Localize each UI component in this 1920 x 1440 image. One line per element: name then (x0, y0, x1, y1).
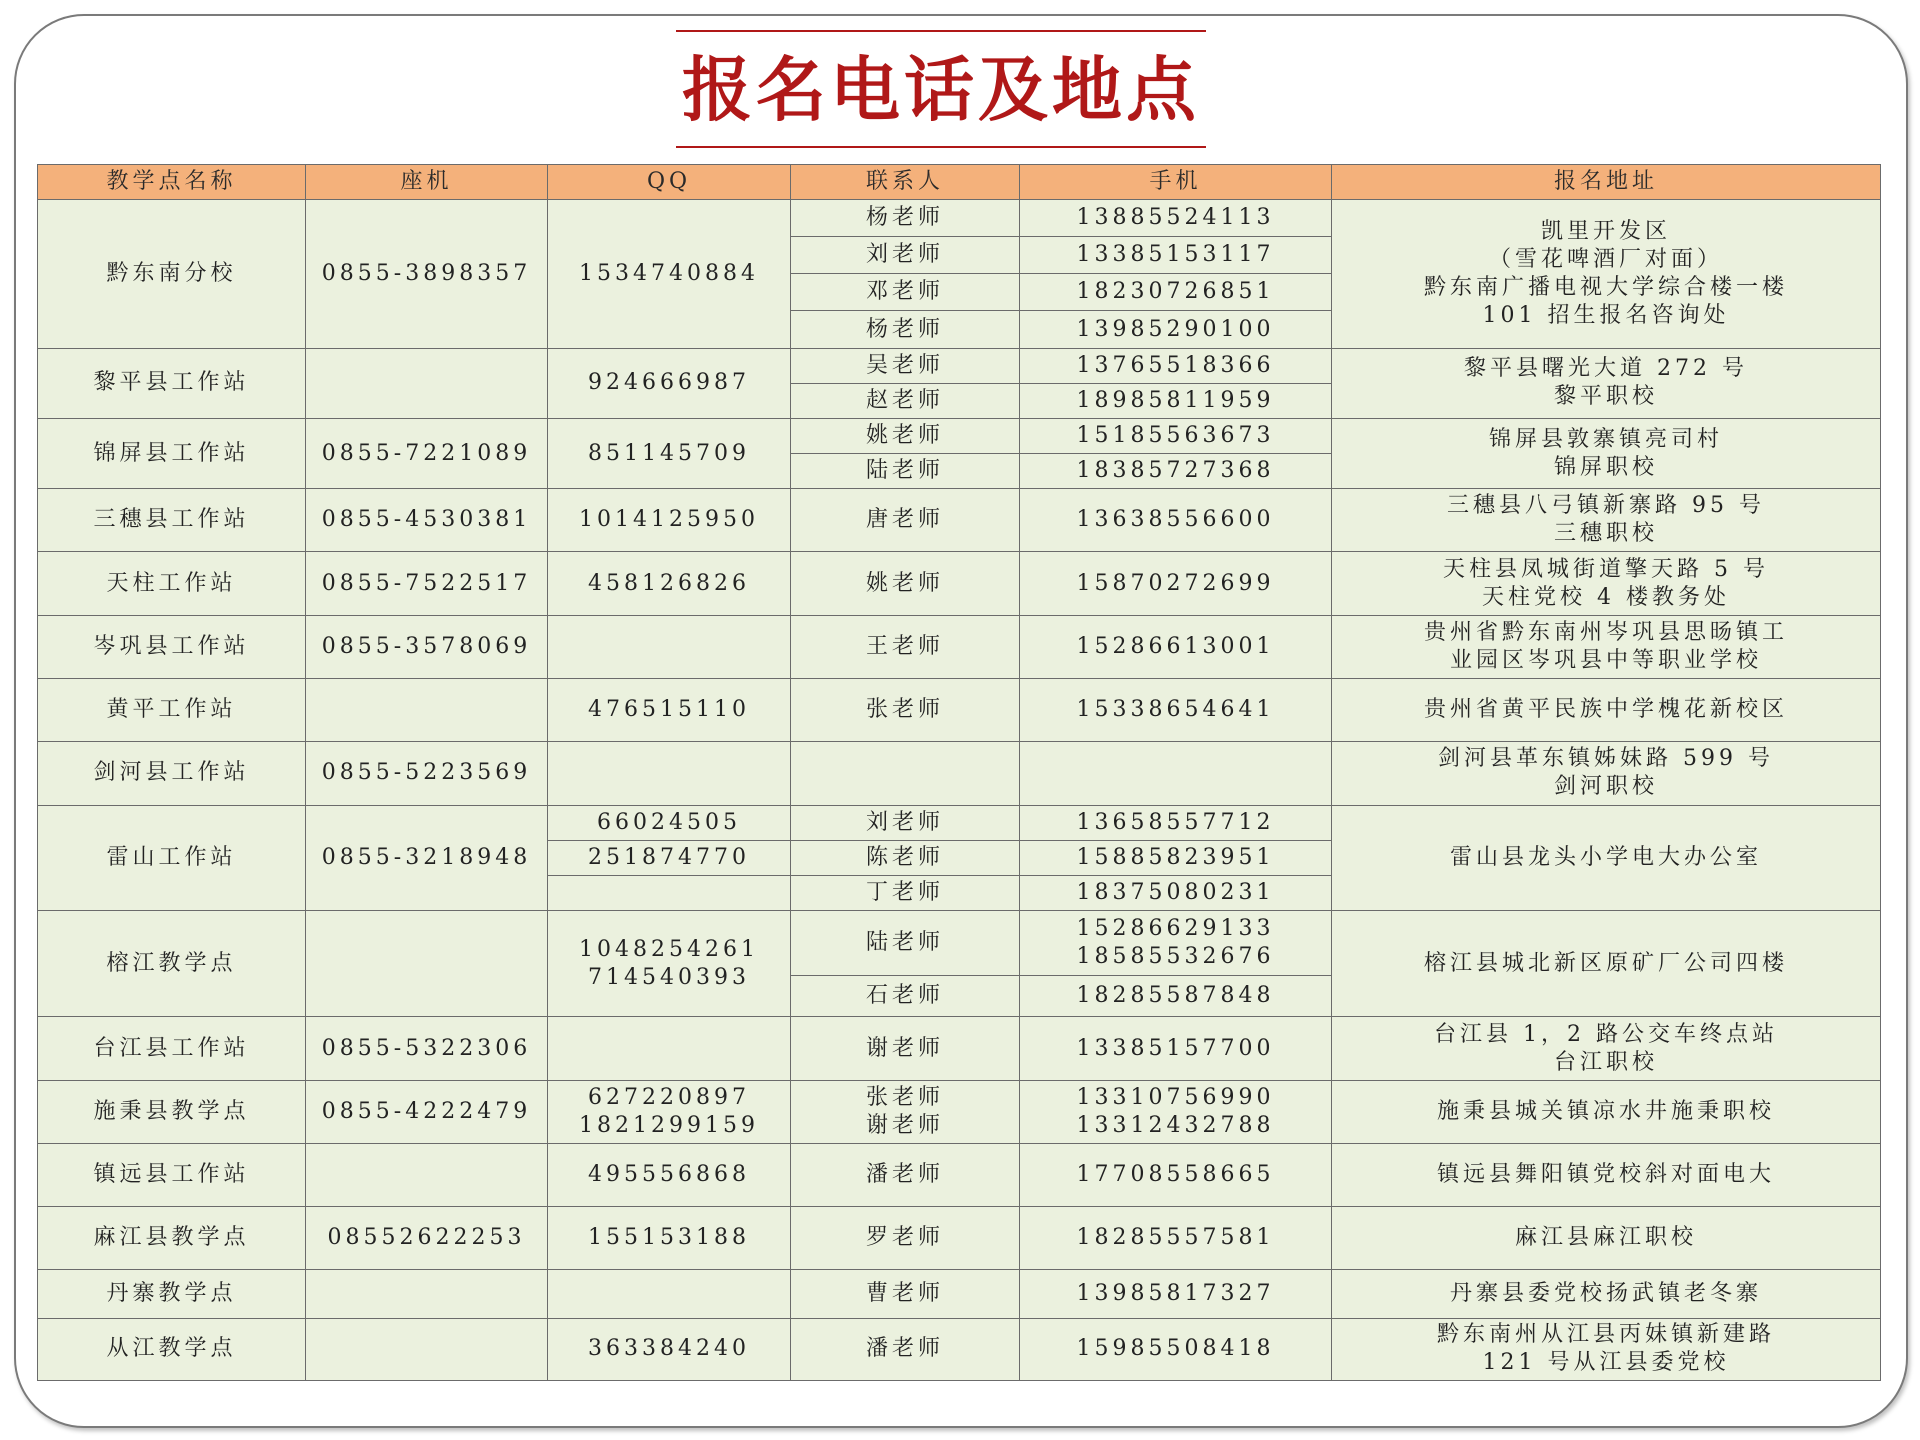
address-line: 台江职校 (1553, 1049, 1658, 1075)
landline-cell: 08552622253 (306, 1207, 548, 1270)
address-line: 业园区岑巩县中等职业学校 (1449, 647, 1762, 673)
mobile-cell: 13885524113 (1020, 200, 1332, 237)
contact-person: 潘老师 (791, 1318, 1020, 1380)
mobile-cell: 15870272699 (1020, 552, 1332, 615)
table-row (38, 552, 1881, 615)
landline-cell (306, 1270, 548, 1318)
address-line: 榕江县城北新区原矿厂公司四楼 (1423, 950, 1788, 976)
registration-table (37, 164, 1881, 1381)
station-name: 台江县工作站 (38, 1017, 306, 1080)
mobile-cell: 13385153117 (1020, 237, 1332, 274)
qq-line: 1048254261 (579, 936, 759, 962)
qq-cell: 251874770 (548, 840, 791, 875)
address-line: 三穗职校 (1553, 521, 1658, 547)
mobile-cell (1020, 1080, 1332, 1143)
mobile-cell: 15185563673 (1020, 418, 1332, 453)
table-row (38, 1017, 1881, 1080)
address-line: 剑河职校 (1553, 774, 1658, 800)
qq-cell: 1534740884 (548, 200, 791, 349)
table-row (38, 1270, 1881, 1318)
mobile-cell: 13765518366 (1020, 348, 1332, 383)
contact-person: 陆老师 (791, 910, 1020, 975)
address-line: 施秉县城关镇凉水井施秉职校 (1436, 1098, 1775, 1124)
address-line: 雷山县龙头小学电大办公室 (1449, 844, 1762, 870)
table-row (38, 1207, 1881, 1270)
header-cell: QQ (548, 165, 791, 200)
mobile-cell: 18230726851 (1020, 274, 1332, 311)
mobile-cell: 15286613001 (1020, 615, 1332, 678)
station-name: 施秉县教学点 (38, 1080, 306, 1143)
qq-cell: 924666987 (548, 348, 791, 418)
address-line: 101 招生报名咨询处 (1482, 302, 1730, 328)
table-row (38, 615, 1881, 678)
title-rule-top (676, 30, 1206, 32)
mobile-cell: 15885823951 (1020, 840, 1332, 875)
station-name: 从江教学点 (38, 1318, 306, 1380)
address-cell (1332, 1017, 1881, 1080)
address-line: （雪花啤酒厂对面） (1488, 246, 1723, 272)
address-line: 贵州省黄平民族中学槐花新校区 (1423, 697, 1788, 723)
contact-person: 杨老师 (791, 311, 1020, 348)
address-line: 天柱县凤城街道擎天路 5 号 (1443, 556, 1769, 582)
landline-cell (306, 1143, 548, 1206)
table-row (38, 200, 1881, 237)
mobile-cell: 18385727368 (1020, 454, 1332, 489)
table-row (38, 910, 1881, 975)
header-cell: 报名地址 (1332, 165, 1881, 200)
mobile-cell: 15338654641 (1020, 678, 1332, 741)
qq-cell: 495556868 (548, 1143, 791, 1206)
station-name: 榕江教学点 (38, 910, 306, 1016)
table-row (38, 742, 1881, 805)
address-cell (1332, 678, 1881, 741)
header-cell: 座机 (306, 165, 548, 200)
mobile-cell: 13985290100 (1020, 311, 1332, 348)
address-cell (1332, 742, 1881, 805)
mobile-cell: 18285587848 (1020, 976, 1332, 1017)
contact-person: 曹老师 (791, 1270, 1020, 1318)
contact-person: 谢老师 (791, 1017, 1020, 1080)
contact-person: 吴老师 (791, 348, 1020, 383)
mobile-line: 15286629133 (1076, 916, 1275, 942)
address-line: 剑河县革东镇姊妹路 599 号 (1438, 746, 1774, 772)
landline-cell: 0855-7522517 (306, 552, 548, 615)
station-name: 锦屏县工作站 (38, 418, 306, 488)
contact-person (791, 1080, 1020, 1143)
mobile-cell: 18285557581 (1020, 1207, 1332, 1270)
landline-cell (306, 1318, 548, 1380)
contact-person: 姚老师 (791, 552, 1020, 615)
mobile-cell: 13385157700 (1020, 1017, 1332, 1080)
landline-cell: 0855-3578069 (306, 615, 548, 678)
qq-line: 627220897 (588, 1084, 750, 1110)
qq-cell: 363384240 (548, 1318, 791, 1380)
contact-person: 赵老师 (791, 383, 1020, 418)
mobile-cell (1020, 742, 1332, 805)
station-name: 剑河县工作站 (38, 742, 306, 805)
mobile-line: 18585532676 (1076, 944, 1275, 970)
qq-cell (548, 910, 791, 1016)
station-name: 黎平县工作站 (38, 348, 306, 418)
contact-person: 姚老师 (791, 418, 1020, 453)
address-cell (1332, 1080, 1881, 1143)
mobile-cell: 18985811959 (1020, 383, 1332, 418)
station-name: 麻江县教学点 (38, 1207, 306, 1270)
address-cell (1332, 552, 1881, 615)
address-line: 黔东南广播电视大学综合楼一楼 (1423, 274, 1788, 300)
address-line: 天柱党校 4 楼教务处 (1482, 584, 1730, 610)
table-header-row (38, 165, 1881, 200)
contact-person: 潘老师 (791, 1143, 1020, 1206)
station-name: 岑巩县工作站 (38, 615, 306, 678)
address-cell (1332, 1207, 1881, 1270)
title-rule-bottom (676, 146, 1206, 148)
station-name: 镇远县工作站 (38, 1143, 306, 1206)
landline-cell: 0855-3218948 (306, 805, 548, 910)
landline-cell: 0855-5322306 (306, 1017, 548, 1080)
address-line: 镇远县舞阳镇党校斜对面电大 (1436, 1162, 1775, 1188)
address-line: 凯里开发区 (1540, 218, 1671, 244)
address-line: 三穗县八弓镇新寨路 95 号 (1447, 493, 1765, 519)
address-cell (1332, 805, 1881, 910)
mobile-cell: 13658557712 (1020, 805, 1332, 840)
qq-cell: 66024505 (548, 805, 791, 840)
contact-person: 唐老师 (791, 489, 1020, 552)
address-cell (1332, 910, 1881, 1016)
address-line: 台江县 1，2 路公交车终点站 (1434, 1021, 1778, 1047)
contact-person: 邓老师 (791, 274, 1020, 311)
table-row (38, 805, 1881, 840)
table-row (38, 1143, 1881, 1206)
address-line: 121 号从江县委党校 (1482, 1350, 1730, 1376)
address-line: 黎平县曙光大道 272 号 (1464, 356, 1748, 382)
mobile-cell (1020, 910, 1332, 975)
contact-person: 刘老师 (791, 805, 1020, 840)
mobile-cell: 17708558665 (1020, 1143, 1332, 1206)
contact-person: 刘老师 (791, 237, 1020, 274)
contact-person: 杨老师 (791, 200, 1020, 237)
qq-cell: 458126826 (548, 552, 791, 615)
address-line: 锦屏县敦寨镇亮司村 (1488, 426, 1723, 452)
address-line: 麻江县麻江职校 (1514, 1225, 1697, 1251)
address-cell (1332, 1143, 1881, 1206)
table-row (38, 348, 1881, 383)
mobile-cell: 18375080231 (1020, 875, 1332, 910)
contact-person: 罗老师 (791, 1207, 1020, 1270)
qq-cell (548, 1270, 791, 1318)
address-cell (1332, 200, 1881, 349)
contact-person: 陆老师 (791, 454, 1020, 489)
qq-cell: 155153188 (548, 1207, 791, 1270)
header-cell: 教学点名称 (38, 165, 306, 200)
qq-cell (548, 615, 791, 678)
title-block (676, 30, 1206, 150)
address-line: 黔东南州从江县丙妹镇新建路 (1436, 1322, 1775, 1348)
qq-cell (548, 742, 791, 805)
person-line: 谢老师 (865, 1112, 944, 1138)
contact-person: 陈老师 (791, 840, 1020, 875)
landline-cell (306, 348, 548, 418)
address-cell (1332, 348, 1881, 418)
station-name: 黔东南分校 (38, 200, 306, 349)
person-line: 张老师 (865, 1084, 944, 1110)
landline-cell: 0855-5223569 (306, 742, 548, 805)
qq-line: 1821299159 (579, 1112, 759, 1138)
mobile-line: 13312432788 (1076, 1112, 1275, 1138)
landline-cell: 0855-4530381 (306, 489, 548, 552)
contact-person: 石老师 (791, 976, 1020, 1017)
qq-cell: 851145709 (548, 418, 791, 488)
station-name: 雷山工作站 (38, 805, 306, 910)
qq-cell: 476515110 (548, 678, 791, 741)
contact-person: 丁老师 (791, 875, 1020, 910)
mobile-cell: 13985817327 (1020, 1270, 1332, 1318)
contact-person (791, 742, 1020, 805)
landline-cell (306, 910, 548, 1016)
station-name: 黄平工作站 (38, 678, 306, 741)
header-cell: 手机 (1020, 165, 1332, 200)
address-line: 黎平职校 (1553, 384, 1658, 410)
table-row (38, 1080, 1881, 1143)
qq-cell: 1014125950 (548, 489, 791, 552)
page-title: 报名电话及地点 (682, 49, 1200, 131)
address-cell (1332, 1318, 1881, 1380)
qq-cell (548, 1080, 791, 1143)
qq-line: 714540393 (588, 964, 750, 990)
address-cell (1332, 615, 1881, 678)
address-line: 丹寨县委党校扬武镇老冬寨 (1449, 1281, 1762, 1307)
landline-cell: 0855-3898357 (306, 200, 548, 349)
table-row (38, 678, 1881, 741)
landline-cell (306, 678, 548, 741)
station-name: 天柱工作站 (38, 552, 306, 615)
address-cell (1332, 489, 1881, 552)
table-row (38, 418, 1881, 453)
header-cell: 联系人 (791, 165, 1020, 200)
mobile-cell: 13638556600 (1020, 489, 1332, 552)
landline-cell: 0855-4222479 (306, 1080, 548, 1143)
address-cell (1332, 1270, 1881, 1318)
table-row (38, 1318, 1881, 1380)
contact-person: 王老师 (791, 615, 1020, 678)
table-row (38, 489, 1881, 552)
mobile-line: 13310756990 (1076, 1084, 1275, 1110)
mobile-cell: 15985508418 (1020, 1318, 1332, 1380)
contact-person: 张老师 (791, 678, 1020, 741)
address-line: 锦屏职校 (1553, 454, 1658, 480)
qq-cell (548, 875, 791, 910)
landline-cell: 0855-7221089 (306, 418, 548, 488)
address-cell (1332, 418, 1881, 488)
address-line: 贵州省黔东南州岑巩县思旸镇工 (1423, 619, 1788, 645)
qq-cell (548, 1017, 791, 1080)
station-name: 三穗县工作站 (38, 489, 306, 552)
station-name: 丹寨教学点 (38, 1270, 306, 1318)
